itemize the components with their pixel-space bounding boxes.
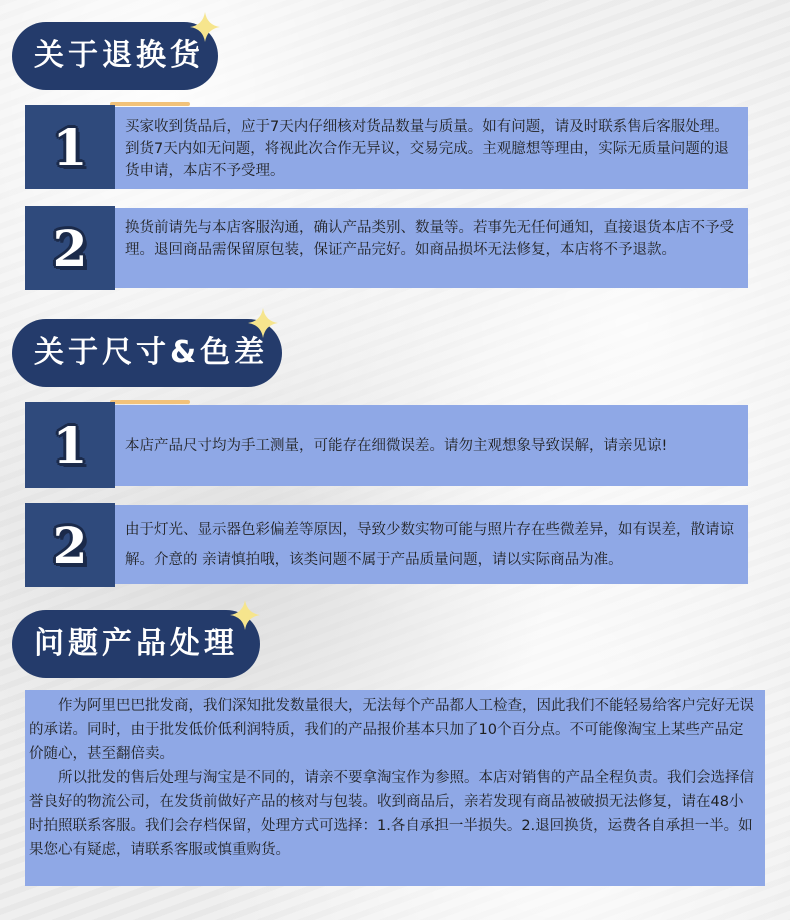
- item-number-box: 2: [25, 206, 115, 290]
- section-title-problem-products: 问题产品处理: [12, 610, 260, 678]
- policy-paragraph: 作为阿里巴巴批发商，我们深知批发数量很大，无法每个产品都人工检查，因此我们不能轻易给客户完好无误的承诺。同时，由于批发低价低利润特质，我们的产品报价基本只加了10个百分点。不可能像淘宝上某些产品定价随心，甚至翻倍卖。: [29, 698, 754, 762]
- item-text: 买家收到货品后，应于7天内仔细核对货品数量与质量。如有问题，请及时联系售后客服处理。到货7天内如无问题，将视此次合作无异议，交易完成。主观臆想等理由，实际无质量问题的退货申请，本店不予受理。: [115, 107, 748, 189]
- accent-line: [110, 400, 190, 404]
- policy-paragraph: 所以批发的售后处理与淘宝是不同的，请亲不要拿淘宝作为参照。本店对销售的产品全程负责。我们会选择信誉良好的物流公司，在发货前做好产品的核对与包装。收到商品后，亲若发现有商品被破损无法修复，请在48小时拍照联系客服。我们会存档保留，处理方式可选择：1.各自承担一半损失。2.退回换货，运费各自承担一半。如果您心有疑虑，请联系客服或慎重购货。: [29, 770, 754, 858]
- item-text: 由于灯光、显示器色彩偏差等原因，导致少数实物可能与照片存在些微差异，如有误差，散请谅解。介意的 亲请慎拍哦，该类问题不属于产品质量问题，请以实际商品为准。: [115, 505, 748, 584]
- section-title-returns: 关于退换货: [12, 22, 218, 90]
- item-number-box: 1: [25, 105, 115, 189]
- sparkle-star-icon: [190, 12, 220, 42]
- item-text: 换货前请先与本店客服沟通，确认产品类别、数量等。若事先无任何通知，直接退货本店不予受理。退回商品需保留原包装，保证产品完好。如商品损坏无法修复，本店将不予退款。: [115, 208, 748, 288]
- sparkle-star-icon: [248, 308, 278, 338]
- item-number-box: 2: [25, 503, 115, 587]
- accent-line: [110, 102, 190, 106]
- sparkle-star-icon: [230, 600, 260, 630]
- item-number-box: 1: [25, 402, 115, 488]
- item-text: 本店产品尺寸均为手工测量，可能存在细微误差。请勿主观想象导致误解，请亲见谅!: [115, 405, 748, 486]
- problem-policy-panel: [25, 690, 765, 886]
- section-title-size-color: 关于尺寸&色差: [12, 319, 282, 387]
